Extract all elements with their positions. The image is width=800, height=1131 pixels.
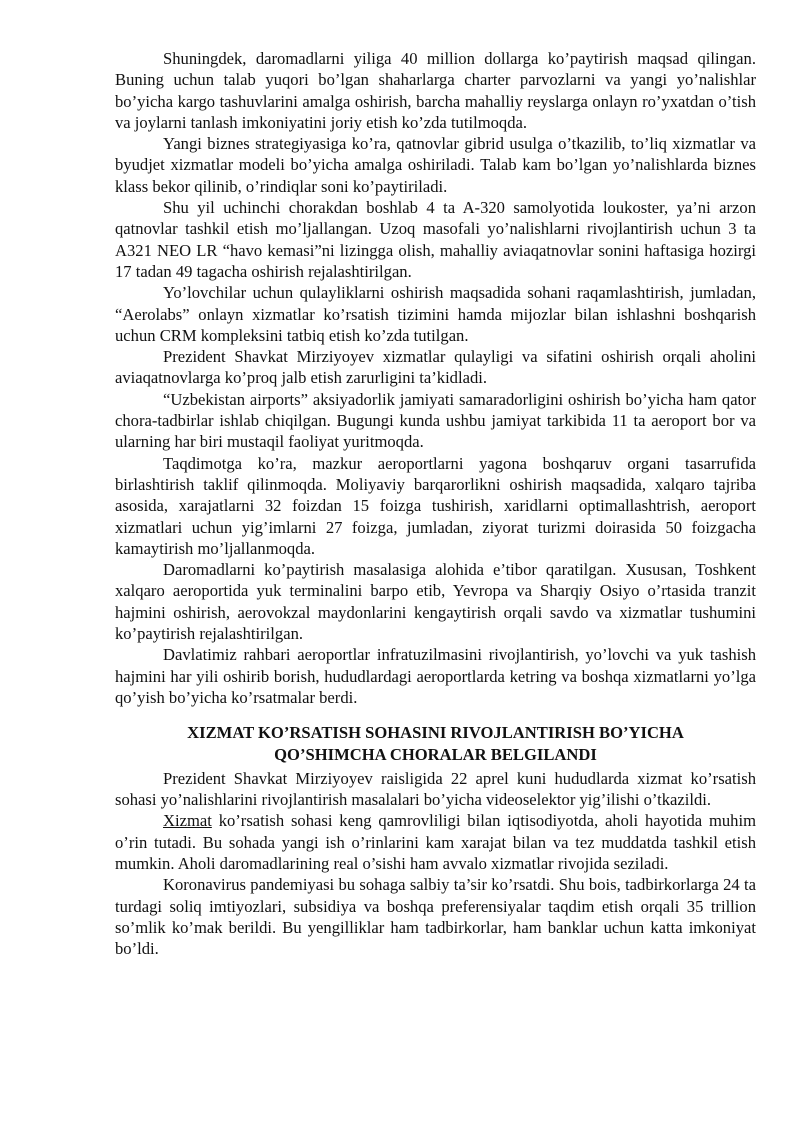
section-heading [115, 722, 756, 765]
paragraph: “Uzbekistan airports” aksiyadorlik jamiyati samaradorligini oshirish bo’yicha ham qator chora-tadbirlar ishlab chiqilgan. Bugungi kunda ushbu jamiyat tarkibida 11 ta aeroport bor va ularning har biri mustaqil faoliyat yuritmoqda. [115, 389, 756, 452]
paragraph: Yangi biznes strategiyasiga ko’ra, qatnovlar gibrid usulga o’tkazilib, to’liq xizmatlar va byudjet xizmatlar modeli bo’yicha amalga oshiriladi. Talab kam bo’lgan yo’nalishlarda biznes klass bekor qilinib, o’rindiqlar soni ko’paytiriladi. [115, 134, 756, 196]
section-heading-line-2: QO’SHIMCHA CHORALAR BELGILANDI [274, 744, 597, 764]
paragraph: Shu yil uchinchi chorakdan boshlab 4 ta A-320 samolyotida loukoster, ya’ni arzon qatnovlar tashkil etish mo’ljallangan. Uzoq masofali yo’nalishlarni rivojlantirish uchun 3 ta A321 NEO LR “havo kemasi”ni lizingga olish, mahalliy aviaqatnovlar sonini haftasiga hozirgi 17 tadan 49 tagacha oshirish rejalashtirilgan. [115, 198, 756, 281]
paragraph: Taqdimotga ko’ra, mazkur aeroportlarni yagona boshqaruv organi tasarrufida birlashtirish taklif qilinmoqda. Moliyaviy barqarorlikni oshirish maqsadida, xalqaro tajriba asosida, xarajatlarni 32 foizdan 15 foizga tushirish, xaridlarni optimallashtrish, aeroport xizmatlari uchun yig’imlarni 27 foizga, jumladan, ziyorat turizmi doirasida 50 foizgacha kamaytirish mo’ljallanmoqda. [115, 453, 756, 558]
paragraph: Daromadlarni ko’paytirish masalasiga alohida e’tibor qaratilgan. Xususan, Toshkent xalqaro aeroportida yuk terminalini barpo etib, Yevropa va Sharqiy Osiyo o’rtasida tranzit hajmini oshirish, aerovokzal maydonlarini kengaytirish orqali savdo va xizmatlar tushumini ko’paytirish rejalashtirilgan. [115, 560, 756, 644]
paragraph: Koronavirus pandemiyasi bu sohaga salbiy ta’sir ko’rsatdi. Shu bois, tadbirkorlarga 24 ta turdagi soliq imtiyozlari, subsidiya va boshqa preferensiyalar taqdim etish orqali 35 trillion so’mlik ko’mak berildi. Bu yengilliklar ham tadbirkorlar, ham banklar uchun katta imkoniyat bo’ldi. [115, 875, 756, 959]
section-heading-line-1: XIZMAT KO’RSATISH SOHASINI RIVOJLANTIRISH BO’YICHA [187, 723, 684, 743]
underlined-word: Xizmat [163, 811, 212, 831]
paragraph: Yo’lovchilar uchun qulayliklarni oshirish maqsadida sohani raqamlashtirish, jumladan, “Aerolabs” onlayn xizmatlar ko’rsatish tizimini hamda mijozlar bilan ishlashni boshqarish uchun CRM kompleksini tatbiq etish ko’zda tutilgan. [115, 283, 756, 345]
paragraph: Davlatimiz rahbari aeroportlar infratuzilmasini rivojlantirish, yo’lovchi va yuk tashish hajmini har yili oshirib borish, hududlardagi aeroportlarda ketring va boshqa xizmatlarni yo’lga qo’yish bo’yicha ko’rsatmalar berdi. [115, 645, 756, 707]
paragraph-text: ko’rsatish sohasi keng qamrovliligi bilan iqtisodiyotda, aholi hayotida muhim o’rin tutadi. Bu sohada yangi ish o’rinlarini kam xarajat bilan va tez muddatda tashkil etish mumkin. Aholi daromadlarining real o’sishi ham avvalo xizmatlar rivojida seziladi. [115, 811, 756, 873]
document-page [115, 48, 756, 959]
paragraph: Shuningdek, daromadlarni yiliga 40 million dollarga ko’paytirish maqsad qilingan. Buning uchun talab yuqori bo’lgan shaharlarga charter parvozlarni va yangi yo’nalishlar bo’yicha kargo tashuvlarini amalga oshirish, barcha mahalliy reyslarga onlayn ro’yxatdan o’tish va joylarni tanlash imkoniyatini joriy etish ko’zda tutilmoqda. [115, 49, 756, 132]
paragraph [115, 810, 756, 874]
paragraph: Prezident Shavkat Mirziyoyev xizmatlar qulayligi va sifatini oshirish orqali aholini aviaqatnovlarga ko’proq jalb etish zarurligini ta’kidladi. [115, 347, 756, 388]
paragraph: Prezident Shavkat Mirziyoyev raisligida 22 aprel kuni hududlarda xizmat ko’rsatish sohasi yo’nalishlarini rivojlantirish masalalari bo’yicha videoselektor yig’ilishi o’tkazildi. [115, 768, 756, 810]
